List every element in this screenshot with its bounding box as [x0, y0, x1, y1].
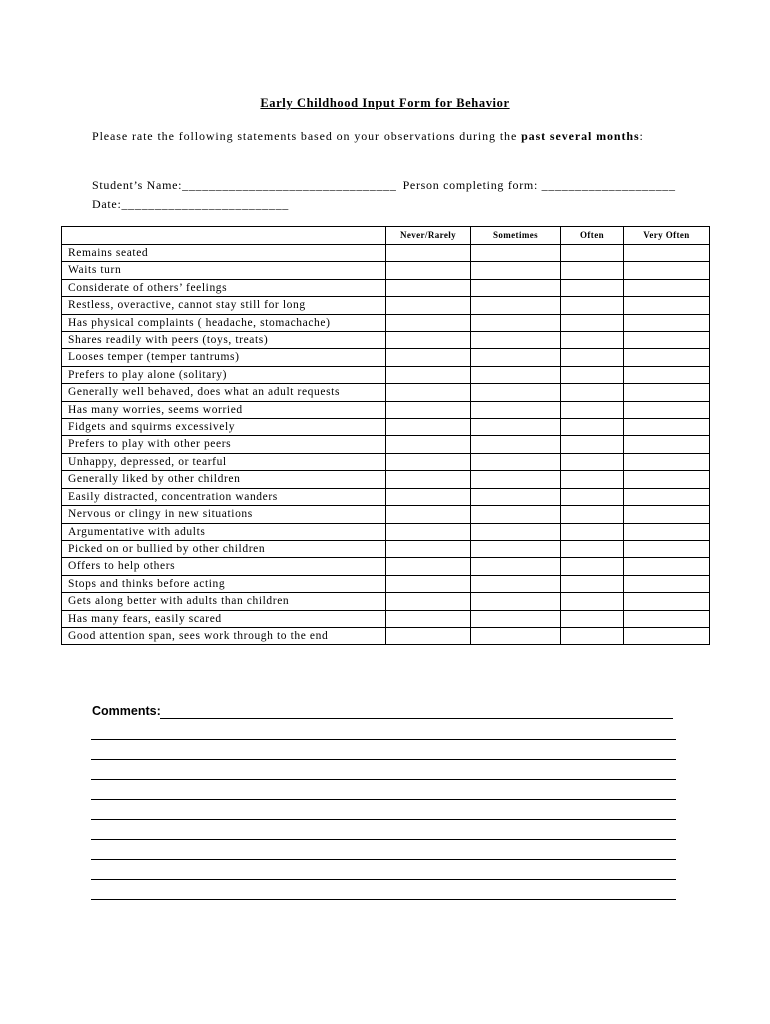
comment-line[interactable] [91, 839, 676, 840]
form-title: Early Childhood Input Form for Behavior [260, 96, 510, 110]
rating-cell[interactable] [561, 610, 624, 627]
rating-cell[interactable] [624, 314, 710, 331]
table-row [62, 627, 710, 644]
rating-cell[interactable] [386, 627, 471, 644]
rating-cell[interactable] [561, 627, 624, 644]
rating-cell[interactable] [561, 436, 624, 453]
rating-cell[interactable] [471, 314, 561, 331]
rating-cell[interactable] [471, 575, 561, 592]
rating-cell[interactable] [386, 523, 471, 540]
rating-cell[interactable] [561, 245, 624, 262]
rating-cell[interactable] [386, 453, 471, 470]
table-row [62, 610, 710, 627]
statement-cell: Generally well behaved, does what an adult requests [62, 384, 386, 401]
statement-cell: Has many worries, seems worried [62, 401, 386, 418]
rating-cell[interactable] [624, 540, 710, 557]
instruction-emphasis: past several months [521, 129, 640, 143]
table-row [62, 366, 710, 383]
column-header: Never/Rarely [386, 227, 471, 245]
table-row [62, 384, 710, 401]
instructions [92, 126, 652, 146]
rating-cell[interactable] [561, 384, 624, 401]
statement-cell: Has many fears, easily scared [62, 610, 386, 627]
rating-cell[interactable] [386, 262, 471, 279]
rating-cell[interactable] [471, 401, 561, 418]
rating-cell[interactable] [561, 279, 624, 296]
statement-cell: Offers to help others [62, 558, 386, 575]
rating-cell[interactable] [471, 262, 561, 279]
instruction-end: : [639, 129, 644, 143]
table-row [62, 488, 710, 505]
rating-cell[interactable] [471, 436, 561, 453]
rating-cell[interactable] [471, 540, 561, 557]
rating-cell[interactable] [624, 332, 710, 349]
rating-cell[interactable] [624, 506, 710, 523]
rating-cell[interactable] [471, 279, 561, 296]
comment-line[interactable] [91, 819, 676, 820]
rating-cell[interactable] [471, 471, 561, 488]
rating-cell[interactable] [386, 297, 471, 314]
table-row [62, 558, 710, 575]
rating-cell[interactable] [471, 245, 561, 262]
rating-cell[interactable] [561, 540, 624, 557]
rating-cell[interactable] [386, 419, 471, 436]
rating-cell[interactable] [624, 279, 710, 296]
rating-cell[interactable] [624, 297, 710, 314]
rating-cell[interactable] [624, 627, 710, 644]
rating-cell[interactable] [561, 366, 624, 383]
rating-cell[interactable] [471, 627, 561, 644]
comment-line[interactable] [91, 779, 676, 780]
statement-cell: Nervous or clingy in new situations [62, 506, 386, 523]
table-row [62, 349, 710, 366]
table-body [62, 245, 710, 645]
rating-cell[interactable] [561, 506, 624, 523]
rating-cell[interactable] [624, 262, 710, 279]
statement-cell: Argumentative with adults [62, 523, 386, 540]
student-name-row [92, 175, 712, 195]
rating-cell[interactable] [471, 488, 561, 505]
rating-cell[interactable] [386, 314, 471, 331]
table-row [62, 471, 710, 488]
table-row [62, 297, 710, 314]
rating-cell[interactable] [386, 436, 471, 453]
table-row [62, 279, 710, 296]
table-row [62, 593, 710, 610]
rating-cell[interactable] [624, 471, 710, 488]
column-header: Sometimes [471, 227, 561, 245]
comment-line[interactable] [91, 759, 676, 760]
comment-line[interactable] [91, 739, 676, 740]
table-row [62, 262, 710, 279]
table-row [62, 419, 710, 436]
rating-cell[interactable] [561, 401, 624, 418]
column-header: Very Often [624, 227, 710, 245]
rating-cell[interactable] [471, 332, 561, 349]
rating-cell[interactable] [624, 488, 710, 505]
rating-cell[interactable] [624, 419, 710, 436]
table-row [62, 245, 710, 262]
rating-cell[interactable] [471, 297, 561, 314]
rating-cell[interactable] [386, 488, 471, 505]
rating-cell[interactable] [386, 401, 471, 418]
instruction-text: Please rate the following statements based on your observations during the [92, 129, 522, 143]
rating-cell[interactable] [386, 593, 471, 610]
rating-cell[interactable] [471, 366, 561, 383]
rating-cell[interactable] [471, 453, 561, 470]
rating-cell[interactable] [386, 471, 471, 488]
rating-cell[interactable] [561, 558, 624, 575]
rating-cell[interactable] [624, 610, 710, 627]
statement-cell: Picked on or bullied by other children [62, 540, 386, 557]
statement-cell: Unhappy, depressed, or tearful [62, 453, 386, 470]
comments-label: Comments: [92, 704, 161, 718]
rating-cell[interactable] [561, 297, 624, 314]
rating-cell[interactable] [386, 610, 471, 627]
column-header: Often [561, 227, 624, 245]
rating-cell[interactable] [386, 366, 471, 383]
table-row [62, 540, 710, 557]
statement-cell: Prefers to play alone (solitary) [62, 366, 386, 383]
rating-cell[interactable] [471, 593, 561, 610]
rating-cell[interactable] [624, 436, 710, 453]
rating-cell[interactable] [624, 593, 710, 610]
statement-cell: Restless, overactive, cannot stay still for long [62, 297, 386, 314]
table-row [62, 453, 710, 470]
rating-cell[interactable] [386, 332, 471, 349]
statement-cell: Shares readily with peers (toys, treats) [62, 332, 386, 349]
statement-cell: Looses temper (temper tantrums) [62, 349, 386, 366]
rating-cell[interactable] [561, 453, 624, 470]
comment-line[interactable] [91, 799, 676, 800]
statement-cell: Has physical complaints ( headache, stomachache) [62, 314, 386, 331]
rating-cell[interactable] [624, 558, 710, 575]
behavior-rating-table [61, 226, 710, 645]
rating-cell[interactable] [386, 575, 471, 592]
person-completing-field[interactable]: Person completing form: ____________________ [402, 178, 676, 192]
table-row [62, 436, 710, 453]
statement-cell: Good attention span, sees work through to the end [62, 627, 386, 644]
date-field[interactable]: Date:_________________________ [92, 197, 289, 211]
rating-cell[interactable] [624, 401, 710, 418]
student-name-field[interactable]: Student’s Name:________________________________ [92, 178, 397, 192]
comment-line[interactable] [91, 879, 676, 880]
comment-line[interactable] [91, 859, 676, 860]
rating-cell[interactable] [624, 245, 710, 262]
rating-cell[interactable] [386, 245, 471, 262]
rating-cell[interactable] [386, 540, 471, 557]
statement-cell: Generally liked by other children [62, 471, 386, 488]
rating-cell[interactable] [561, 523, 624, 540]
table-row [62, 575, 710, 592]
rating-cell[interactable] [471, 384, 561, 401]
rating-cell[interactable] [624, 575, 710, 592]
rating-cell[interactable] [561, 349, 624, 366]
table-row [62, 314, 710, 331]
rating-cell[interactable] [386, 506, 471, 523]
statement-cell: Fidgets and squirms excessively [62, 419, 386, 436]
rating-cell[interactable] [471, 419, 561, 436]
rating-cell[interactable] [471, 523, 561, 540]
rating-cell[interactable] [471, 349, 561, 366]
rating-cell[interactable] [561, 575, 624, 592]
rating-cell[interactable] [386, 558, 471, 575]
rating-cell[interactable] [624, 453, 710, 470]
statement-cell: Stops and thinks before acting [62, 575, 386, 592]
statement-cell: Waits turn [62, 262, 386, 279]
comments-first-line[interactable] [160, 718, 673, 719]
rating-cell[interactable] [561, 419, 624, 436]
rating-cell[interactable] [561, 332, 624, 349]
statement-cell: Gets along better with adults than children [62, 593, 386, 610]
statement-cell: Prefers to play with other peers [62, 436, 386, 453]
table-row [62, 523, 710, 540]
rating-cell[interactable] [624, 349, 710, 366]
rating-cell[interactable] [471, 610, 561, 627]
rating-cell[interactable] [471, 506, 561, 523]
statement-cell: Easily distracted, concentration wanders [62, 488, 386, 505]
table-row [62, 332, 710, 349]
rating-cell[interactable] [624, 366, 710, 383]
table-row [62, 401, 710, 418]
rating-cell[interactable] [561, 488, 624, 505]
table-header-row [62, 227, 710, 245]
statement-cell: Remains seated [62, 245, 386, 262]
rating-cell[interactable] [471, 558, 561, 575]
comment-line[interactable] [91, 899, 676, 900]
rating-cell[interactable] [624, 384, 710, 401]
rating-cell[interactable] [561, 314, 624, 331]
rating-cell[interactable] [561, 593, 624, 610]
rating-cell[interactable] [386, 349, 471, 366]
rating-cell[interactable] [386, 384, 471, 401]
rating-cell[interactable] [561, 262, 624, 279]
statement-cell: Considerate of others’ feelings [62, 279, 386, 296]
rating-cell[interactable] [561, 471, 624, 488]
table-row [62, 506, 710, 523]
statement-column-header [62, 227, 386, 245]
rating-cell[interactable] [624, 523, 710, 540]
rating-cell[interactable] [386, 279, 471, 296]
